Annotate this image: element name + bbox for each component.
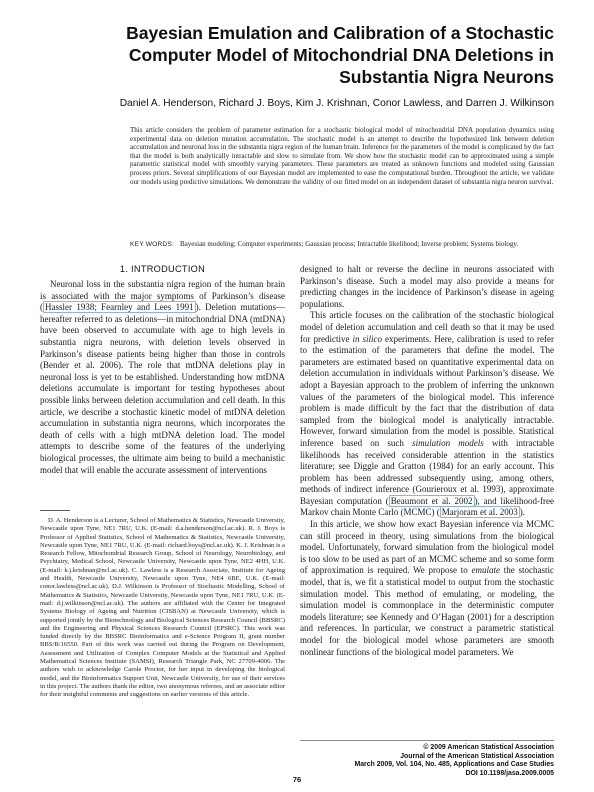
copyright-line-1: © 2009 American Statistical Association [423, 744, 554, 751]
citation-link[interactable]: Marjoram et al. 2003 [441, 507, 518, 518]
text-run: ), and likelihood-free Markov chain Monte Carlo (MCMC) ( [300, 495, 555, 518]
copyright-block [300, 744, 554, 778]
copyright-divider [300, 740, 554, 741]
text-run: This article focuses on the calibration of the stochastic biological model of deletion accumulation and cell death so that it may be used for predictive [300, 310, 554, 344]
intro-paragraph-2 [300, 310, 554, 519]
copyright-line-4: DOI 10.1198/jasa.2009.0005 [465, 769, 554, 777]
article-title [34, 22, 554, 88]
section-heading: 1. INTRODUCTION [119, 264, 206, 274]
keywords-label: KEY WORDS: [130, 241, 175, 248]
left-column [40, 279, 285, 476]
right-column [300, 264, 554, 658]
abstract: This article considers the problem of parameter estimation for a stochastic biological model of mitochondrial DNA population dynamics using experimental data on deletion mutation accumulation. The stochastic model is an attempt to describe the hypothesized link between deletion accumulation and neuronal loss in the substantia nigra region of the human brain. Inference for the parameters of the model is complicated by the fact that the model is both analytically intractable and slow to simulate from. We show how the stochastic model can be approximated using a simple parametric statistical model with smoothly varying parameters. These parameters are treated as unknown functions and modeled using Gaussian process priors. Several simplifications of our Bayesian model are implemented to ease the computational burden. Throughout the article, we validate our models using predictive simulations. We demonstrate the validity of our fitted model on an independent dataset of substantia nigra neuron survival. [130, 126, 554, 186]
text-run: the stochastic model, that is, we fit a statistical model to output from the stochastic simulation model. This method of emulating, or modeling, the simulation model is commonplace in the deterministic computer models literature; see Kennedy and O’Hagan (2001) for a description and references. In particular, we construct a parametric statistical model for the biological model whose parameters are smooth nonlinear functions of the biological model parameters. We [300, 565, 554, 657]
text-run: with intractable likelihoods has received considerable attention in the statistics literature; see Diggle and Gratton (1984) for an early account. This problem has been addressed subsequently using, among others, methods of indirect inference (Gourieroux et al. 1993), approximate Bayesian computation ( [300, 437, 554, 506]
copyright-line-3: March 2009, Vol. 104, No. 485, Applications and Case Studies [354, 761, 554, 769]
copyright-line-2: Journal of the American Statistical Association [400, 752, 554, 760]
italic-term: in silico [352, 333, 383, 344]
intro-paragraph-3 [300, 519, 554, 658]
intro-paragraph-continued: designed to halt or reverse the decline in neurons associated with Parkinson’s disease. Such a model may also provide a means for predicting changes in the incidence of Parkinson’s disease in ageing populations. [300, 264, 554, 309]
footnote-divider [40, 510, 70, 511]
keywords-line [130, 240, 554, 249]
footnote-text: D. A. Henderson is a Lecturer, School of Mathematics & Statistics, Newcastle University, Newcastle upon Tyne, NE1 7RU, U.K. (E-mail: d.a.henderson@ncl.ac.uk). R. J. Boys is Professor of Applied Statistics, School of Mathematics & Statistics, Newcastle University, Newcastle upon Tyne, NE1 7RU, U.K. (E-mail: richard.boys@ncl.ac.uk). K. J. Krishnan is a Research Fellow, Mitochondrial Research Group, School of Neurology, Neurobiology, and Psychiatry, Medical School, Newcastle University, Newcastle upon Tyne, NE2 4HH, U.K. (E-mail: k.j.krishnan@ncl.ac.uk). C. Lawless is a Research Associate, Institute for Ageing and Health, Newcastle University, Newcastle upon Tyne, NE4 6BE, U.K. (E-mail: conor.lawless@ncl.ac.uk). D.J. Wilkinson is Professor of Stochastic Modelling, School of Mathematics & Statistics, Newcastle University, Newcastle upon Tyne, NE1 7RU, U.K. (E-mail: d.j.wilkinson@ncl.ac.uk). The authors are affiliated with the Center for Integrated Systems Biology of Ageing and Nutrition (CISBAN) at Newcastle University, which is supported jointly by the Biotechnology and Biological Sciences Research Council (BBSRC) and the Engineering and Physical Sciences Research Council (EPSRC). This work was funded directly by the BBSRC Bioinformatics and e-Science Program II, grant number BBS/B/16550. Part of this work was carried out during the Program on Development, Assessment and Utilization of Complex Computer Models at the Statistical and Applied Mathematical Sciences Institute (SAMSI), Research Triangle Park, NC 27709-4006. The authors wish to acknowledge Carole Proctor, for her input in developing the biological model, and the Bioinformatics Support Unit, Newcastle University, for use of their services in this project. The authors thank the editor, two anonymous referees, and an associate editor for their insightful comments and suggestions on earlier versions of this article. [40, 517, 285, 699]
text-run: experiments. Here, calibration is used to refer to the estimation of the parameters that define the model. The parameters are estimated based on quantitative experimental data on deletion accumulation in individuals without Parkinson’s disease. We adopt a Bayesian approach to the problem of inferring the unknown values of the parameters of the biological model. This inference problem is made difficult by the fact that the distribution of data sampled from the biological model is analytically intractable. However, forward simulation from the model is possible. Statistical inference based on such [300, 333, 555, 448]
citation-link[interactable]: Hassler 1938; Fearnley and Lees 1991 [45, 302, 194, 313]
italic-term: emulate [471, 565, 501, 576]
title-line-1: Bayesian Emulation and Calibration of a Stochastic [126, 23, 554, 43]
text-run: Neuronal loss in the substantia nigra region of the human brain is associated with the major symptoms of Parkinson’s disease ( [40, 279, 285, 313]
italic-term: simulation models [412, 437, 484, 448]
text-run: ). [519, 507, 525, 518]
citation-link[interactable]: Beaumont et al. 2002 [390, 495, 473, 506]
author-footnote [40, 517, 285, 700]
author-list: Daniel A. Henderson, Richard J. Boys, Kim J. Krishnan, Conor Lawless, and Darren J. Wilkinson [119, 98, 554, 109]
text-run: ). Deletion mutations—hereafter referred to as deletions—in mitochondrial DNA (mtDNA) have been observed to accumulate with age to high levels in substantia nigra neurons, with deletion levels observed in Parkinson’s disease patients being higher than those in controls (Bender et al. 2006). The role that mtDNA deletions play in neuronal loss is yet to be established. Understanding how mtDNA deletions accumulate is important for testing hypotheses about possible links between deletion accumulation and cell death. In this article, we describe a stochastic kinetic model of mtDNA deletion accumulation in substantia nigra neurons, which incorporates the death of cells with a high mtDNA deletion load. The model attempts to describe some of the features of the underlying biological processes, the ultimate aim being to build a mechanistic model that will enable the accurate assessment of interventions [40, 302, 285, 475]
intro-paragraph-1 [40, 279, 285, 476]
title-line-2: Computer Model of Mitochondrial DNA Deletions in [128, 45, 554, 65]
text-run: In this article, we show how exact Bayesian inference via MCMC can still proceed in theory, using simulations from the biological model. Unfortunately, forward simulation from the biological model is too slow to be used as part of an MCMC scheme and so some form of approximation is required. We propose to [300, 519, 554, 576]
page-number: 76 [292, 775, 302, 784]
title-line-3: Substantia Nigra Neurons [339, 67, 554, 87]
keywords-text: Bayesian modeling; Computer experiments; Gaussian process; Intractable likelihood; Inverse problem; Systems biology. [180, 240, 519, 248]
